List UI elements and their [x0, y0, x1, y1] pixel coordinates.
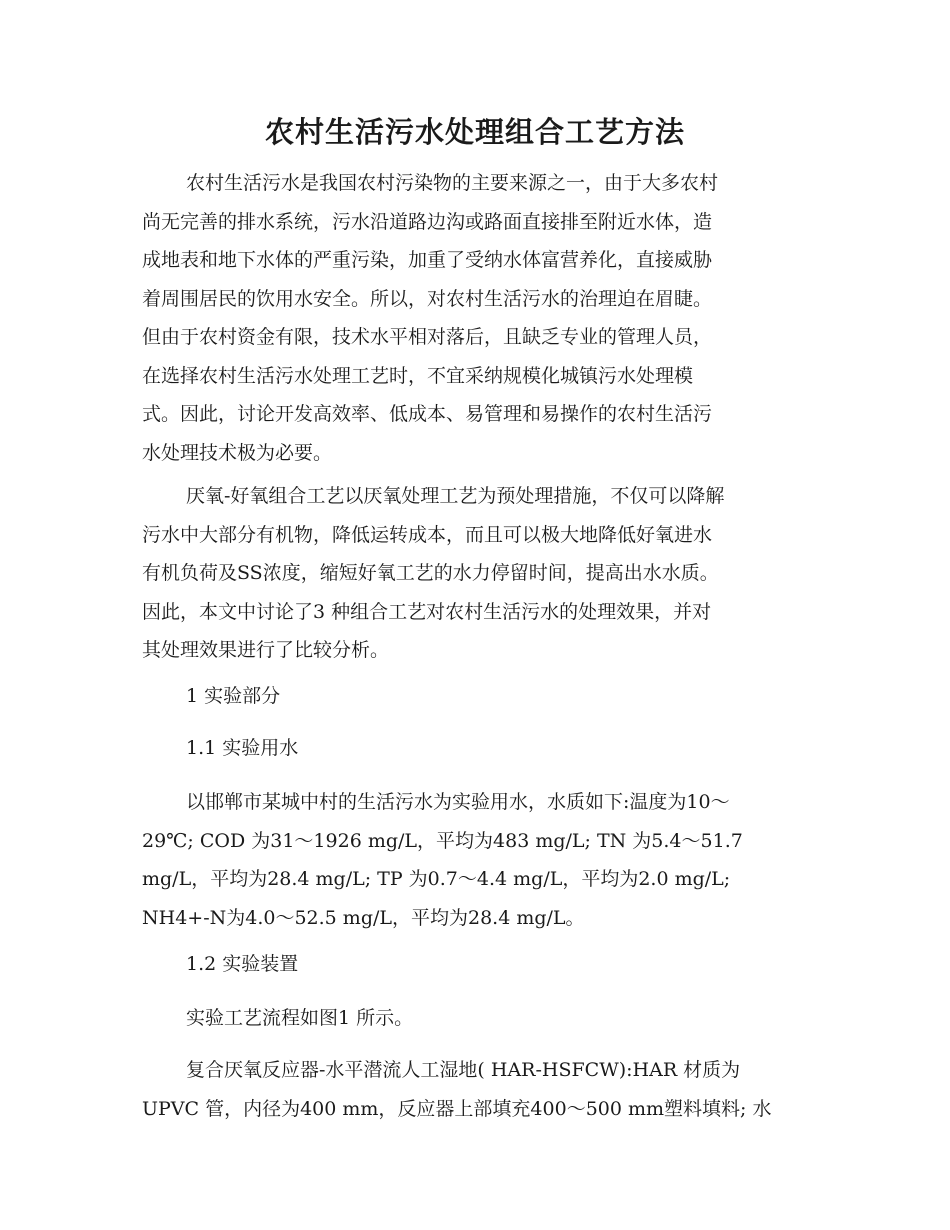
text-line: 因此，本文中讨论了3 种组合工艺对农村生活污水的处理效果，并对 [142, 600, 712, 623]
text-line: 着周围居民的饮用水安全。所以，对农村生活污水的治理迫在眉睫。 [142, 287, 713, 310]
text-line: UPVC 管，内径为400 mm，反应器上部填充400～500 mm塑料填料; 水 [142, 1097, 772, 1120]
text-line: 农村生活污水是我国农村污染物的主要来源之一，由于大多农村 [186, 172, 719, 194]
text-line: 尚无完善的排水系统，污水沿道路边沟或路面直接排至附近水体，造 [142, 210, 713, 233]
text-line: 29℃; COD 为31～1926 mg/L，平均为483 mg/L; TN 为5.4～51.7 [142, 829, 743, 852]
paragraph-apparatus [142, 1051, 810, 1128]
text-line: 厌氧-好氧组合工艺以厌氧处理工艺为预处理措施，不仅可以降解 [186, 485, 725, 507]
paragraph-process [142, 477, 810, 670]
text-line: 水处理技术极为必要。 [142, 441, 333, 464]
section-heading: 1 实验部分 [186, 685, 281, 707]
text-line: 成地表和地下水体的严重污染，加重了受纳水体富营养化，直接威胁 [142, 249, 713, 271]
text-line: 但由于农村资金有限，技术水平相对落后，且缺乏专业的管理人员， [142, 326, 713, 348]
paragraph-intro [142, 164, 810, 472]
subsection-heading: 1.2 实验装置 [186, 953, 299, 975]
text-line: 在选择农村生活污水处理工艺时，不宜采纳规模化城镇污水处理模 [142, 364, 694, 387]
document-title: 农村生活污水处理组合工艺方法 [264, 115, 685, 149]
text-line: 复合厌氧反应器-水平潜流人工湿地( HAR-HSFCW):HAR 材质为 [186, 1059, 741, 1081]
text-line: 以邯郸市某城中村的生活污水为实验用水，水质如下:温度为10～ [186, 791, 730, 813]
text-line: NH4+-N为4.0～52.5 mg/L，平均为28.4 mg/L。 [142, 906, 585, 929]
text-line: 其处理效果进行了比较分析。 [142, 639, 390, 661]
paragraph-water-quality [142, 783, 810, 937]
paragraph-figure-ref: 实验工艺流程如图1 所示。 [186, 1007, 414, 1029]
subsection-heading: 1.1 实验用水 [186, 737, 299, 759]
text-line: mg/L，平均为28.4 mg/L; TP 为0.7～4.4 mg/L，平均为2.0 mg/L; [142, 868, 731, 890]
text-line: 污水中大部分有机物，降低运转成本，而且可以极大地降低好氧进水 [142, 523, 713, 546]
text-line: 式。因此，讨论开发高效率、低成本、易管理和易操作的农村生活污 [142, 403, 713, 425]
text-line: 有机负荷及SS浓度，缩短好氧工艺的水力停留时间，提高出水水质。 [142, 562, 719, 584]
